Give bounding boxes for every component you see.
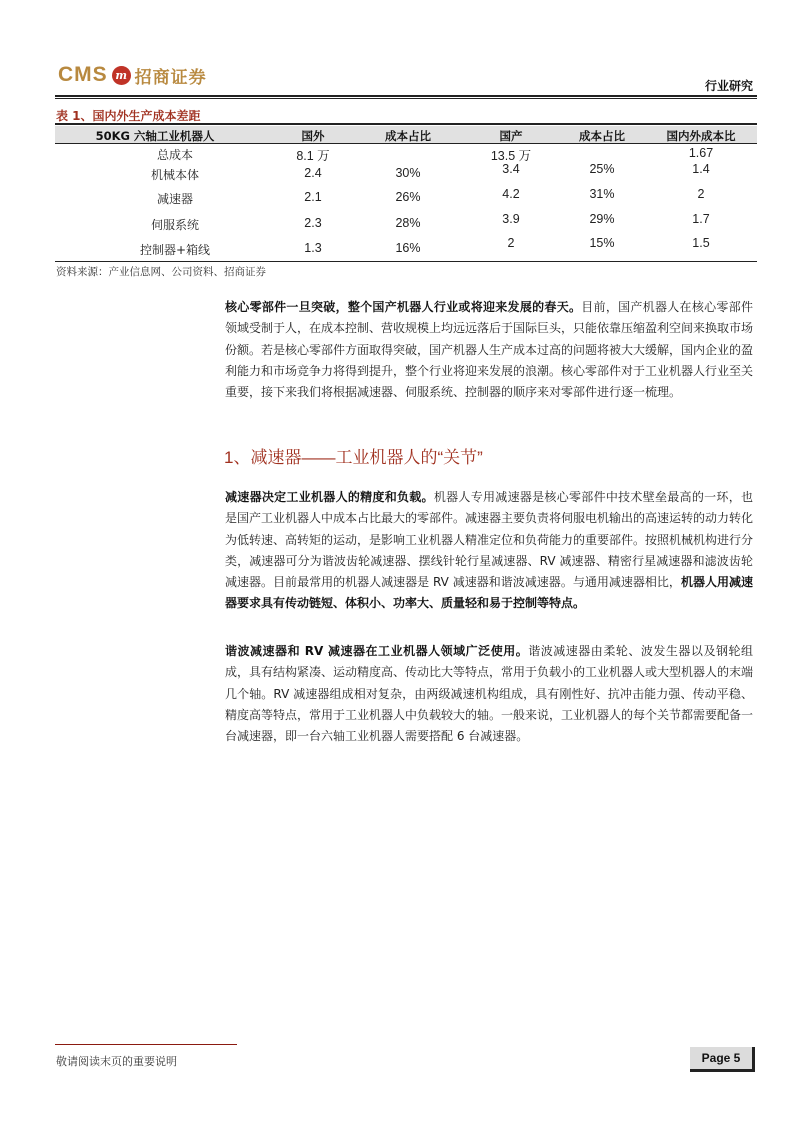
cell-foreign: 2.1 <box>304 190 322 204</box>
paragraph-body: 谐波减速器由柔轮、波发生器以及钢轮组成，具有结构紧凑、运动精度高、传动比大等特点，常用于负载小的工业机器人或大型机器人的末端几个轴。RV 减速器组成相对复杂，由两级减速机构组成，具有刚性好、抗冲击能力强、传动平稳、精度高等特点，常用于工业机器人中负载较大的轴。一般来说，工业机器人的每个关节都需要配备一台减速器，即一台六轴工业机器人需要搭配 6 台减速器。 <box>225 644 754 744</box>
logo-text-en: CMS <box>58 63 108 86</box>
cell-domestic-share: 31% <box>589 187 615 201</box>
cell-domestic-share: 29% <box>589 212 615 226</box>
paragraph-body: 目前，国产机器人在核心零部件领域受制于人，在成本控制、营收规模上均远远落后于国际巨头，只能依靠压缩盈利空间来换取市场份额。若是核心零部件方面取得突破，国产机器人生产成本过高的问题将被大大缓解，国内企业的盈利能力和市场竞争力将得到提升，整个行业将迎来发展的浪潮。核心零部件对于工业机器人行业至关重要，接下来我们将根据减速器、伺服系统、控制器的顺序来对零部件进行逐一梳理。 <box>225 300 754 400</box>
table-source: 资料来源：产业信息网、公司资料、招商证券 <box>56 266 266 278</box>
cell-domestic: 3.9 <box>502 212 520 226</box>
cell-item: 控制器+箱线 <box>139 243 211 257</box>
cell-item: 伺服系统 <box>150 218 199 232</box>
paragraph-lead: 减速器决定工业机器人的精度和负载。 <box>225 490 434 504</box>
cell-ratio: 1.67 <box>688 146 714 160</box>
col-header-foreign-share: 成本占比 <box>385 129 431 143</box>
cell-ratio: 1.4 <box>692 162 710 176</box>
company-logo <box>58 62 207 88</box>
col-header-ratio: 国内外成本比 <box>666 129 736 143</box>
col-header-domestic: 国产 <box>499 129 523 143</box>
paragraph-core-components <box>225 297 753 403</box>
cell-ratio: 1.5 <box>692 236 710 250</box>
cell-item: 减速器 <box>156 192 193 206</box>
section-heading: 1、减速器——工业机器人的“关节” <box>224 448 483 467</box>
cell-domestic: 13.5 万 <box>490 149 532 163</box>
cell-domestic: 2 <box>507 236 515 250</box>
cell-domestic-share: 15% <box>589 236 615 250</box>
logo-mark-icon: m <box>112 66 131 85</box>
cell-ratio: 2 <box>697 187 705 201</box>
cell-ratio: 1.7 <box>692 212 710 226</box>
cell-foreign: 2.3 <box>304 216 322 230</box>
report-type: 行业研究 <box>704 79 753 93</box>
col-header-foreign: 国外 <box>301 129 325 143</box>
paragraph-reducer-types <box>225 641 753 747</box>
logo-text-cn: 招商证券 <box>134 67 207 88</box>
footer-rule <box>55 1044 237 1045</box>
cell-domestic: 3.4 <box>502 162 520 176</box>
paragraph-body: 机器人专用减速器是核心零部件中技术壁垒最高的一环，也是国产工业机器人中成本占比最大的零部件。减速器主要负责将伺服电机输出的高速运转的动力转化为低转速、高转矩的运动，是影响工业机器人精准定位和负荷能力的重要部件。按照机械机构进行分类，减速器可分为谐波齿轮减速器、摆线针轮行星减速器、RV 减速器、精密行星减速器和滤波齿轮减速器。目前最常用的机器人减速器是 RV 减速器和谐波减速器。与通用减速器相比， <box>225 490 754 590</box>
cell-foreign: 2.4 <box>304 166 322 180</box>
paragraph-emphasis: 机器人用减速器要求具有传动链短、体积小、功率大、质量轻和易于控制等特点。 <box>225 575 753 611</box>
col-header-domestic-share: 成本占比 <box>579 129 625 143</box>
footer-disclaimer-note: 敬请阅读末页的重要说明 <box>56 1055 177 1068</box>
cell-foreign-share: 16% <box>395 241 421 255</box>
paragraph-lead: 谐波减速器和 RV 减速器在工业机器人领域广泛使用。 <box>225 644 529 658</box>
header-rule <box>55 95 757 97</box>
table-title: 表 1、国内外生产成本差距 <box>56 109 201 123</box>
cell-item: 总成本 <box>156 148 193 162</box>
table-top-rule <box>55 123 757 125</box>
cell-foreign: 1.3 <box>304 241 322 255</box>
cell-foreign-share: 26% <box>395 190 421 204</box>
table-bottom-rule <box>55 261 757 262</box>
col-header-item: 50KG 六轴工业机器人 <box>95 129 215 143</box>
cell-foreign: 8.1 万 <box>296 149 330 163</box>
cell-item: 机械本体 <box>150 168 199 182</box>
page-number: Page 5 <box>690 1047 755 1072</box>
cell-foreign-share: 28% <box>395 216 421 230</box>
header-rule-thin <box>55 98 757 99</box>
paragraph-lead: 核心零部件一旦突破，整个国产机器人行业或将迎来发展的春天。 <box>225 300 582 314</box>
paragraph-reducer-intro <box>225 487 753 615</box>
cell-foreign-share: 30% <box>395 166 421 180</box>
cell-domestic-share: 25% <box>589 162 615 176</box>
cell-domestic: 4.2 <box>502 187 520 201</box>
